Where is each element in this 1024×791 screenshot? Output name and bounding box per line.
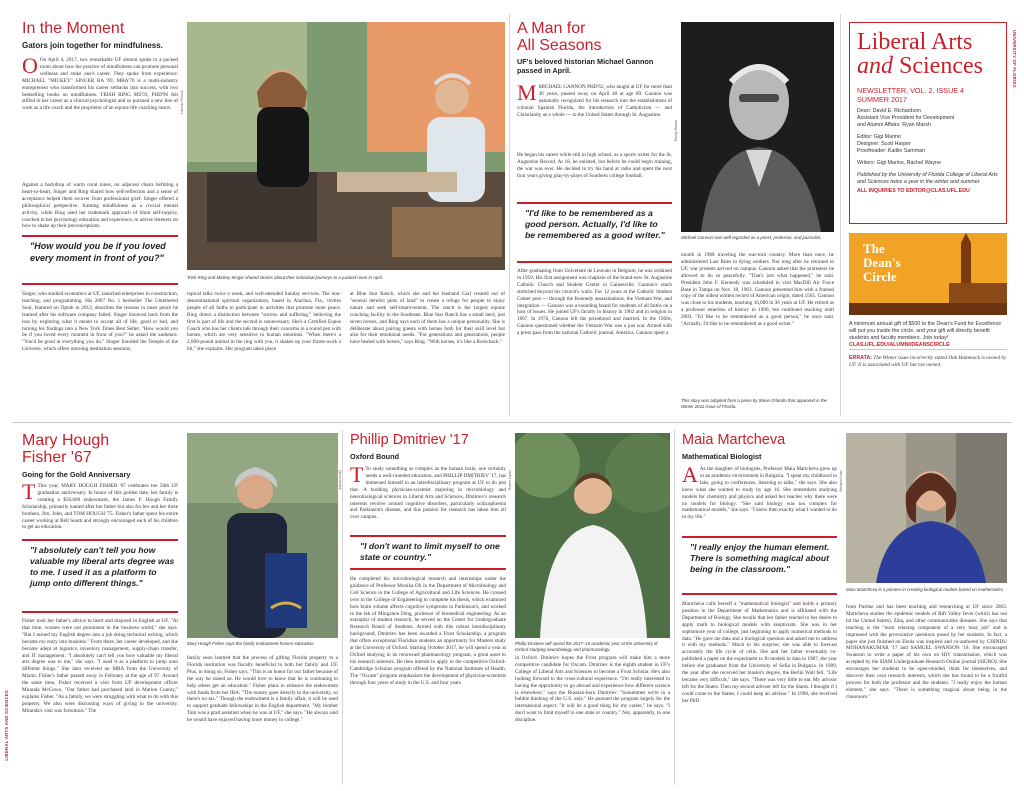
article-lead xyxy=(517,84,672,152)
section-divider xyxy=(12,422,1012,423)
title-line: A Man for xyxy=(517,20,586,37)
article-subtitle: Mathematical Biologist xyxy=(682,452,762,461)
title-sciences: Sciences xyxy=(899,53,983,79)
badge-line: Dean's xyxy=(863,255,901,270)
photo-credit: Hannah Pollock xyxy=(180,90,184,114)
title-and: and xyxy=(857,53,893,79)
issue-line: SUMMER 2017 xyxy=(857,95,907,104)
article-title: Maia Martcheva xyxy=(682,432,786,448)
lead-text: MICHAEL GANNON PHD'62, who taught at UF for more than 30 years, passed away on April 40 at age 89. Gannon was nationally recognized for his research into the establishment of colonial Spanish Florida, the introduction of Catholicism — and Christianity as a whole — to the United States through St. Augustine. xyxy=(517,84,672,118)
drop-cap: O xyxy=(22,57,38,78)
photo-credit: Randy Batista xyxy=(674,120,678,142)
article-paragraph: He began his career while still in high school, as a sports writer for the St. Augustine Record. At 18, he enlisted, but before he could begin training, the war was over. He decided to try his hand at radio and spent the next four years giving play-by-plays of Southern college football. xyxy=(517,152,672,179)
side-tab-university: UNIVERSITY OF FLORIDA xyxy=(1012,30,1017,89)
deans-circle-text xyxy=(849,321,1007,349)
masthead-title xyxy=(857,30,983,78)
story-note: This story was adapted from a piece by Steve Orlando that appeared in the Winter 2011 issue of Florida. xyxy=(681,398,827,409)
portrait-photo xyxy=(187,433,338,638)
badge-line: The xyxy=(863,241,885,256)
article-column: He completed his microbiological research and internships under the guidance of Professor Monika Oli in the Department of Microbiology and Cell Science in the College of Agricultural and Life Sciences. He crossed over to the College of Engineering to complete his thesis, which examined how brain volume affects cognitive symptoms in Parkinson's, and worked in the lab of Mingzhou Ding, professor of biomedical engineering. As an exemplar of student research, he served on the Center for Undergraduate Research Board of Students. Armed with this robust interdisciplinary background, Dmitriev has been awarded a Frost Scholarship, a program that offers exceptional Floridian students an opportunity for Masters study at the University of Oxford. Starting October 2017, he will spend a year at Oxford studying in its renowned pharmacology program, a great asset to his research interests. He then intends to apply to the competitive Oxford-Cambridge Scholars program offered by the National Institutes of Health. The "Oxcam" program emphasizes the development of physician-scientists through four years of study in the U.S. and four years xyxy=(350,576,506,686)
lead-text: This year, MARY HOUGH FISHER '67 celebrates her 50th UF graduation anniversary. In honor of this golden date, her family is creating a $50,000 endowment, the James F. Hough Family Scholarship, primarily named after her father but also for her and her three brothers, Jim, John, and TOM HOUGH '75. Fisher's father spent his entire career working at Bell South and strongly encouraged each of his children to get an education. xyxy=(22,483,178,531)
drop-cap: A xyxy=(682,466,698,487)
article-column: in Oxford. Dmitriev hopes the Frost program will make him a more competitive candidate for Oxcam. Dmitriev is the eighth student in UF's College of Liberal Arts and Sciences to become a Frost Scholar. He's also looking forward to the cross-cultural experience. "I'm really interested in having the opportunity to go abroad and experience how different science is elsewhere," says the Russian-born Dmitriev. "Sometimes we're in a bubble thinking of the U.S. only." He pursued the program largely for the international aspect. "It will be a good thing for my career," he says. "I don't want to limit myself to one state or country." Nor, apparently, to one discipline. xyxy=(515,655,670,724)
staff-proofreader: Proofreader: Kaitlin Samman xyxy=(857,148,926,154)
article-column: Fisher took her father's advice to heart and majored in English at UF. "At that time, women were not prominent in the business world," she says. "But I turned my English degree into a job doing technical writing, which became my entry into business." From there, her career developed, and she became adept at logistics, inventory management, supply-chain transfer, and IT management. "I absolutely can't tell you how valuable my liberal arts degree was to me," she says. "I used it as a platform to jump onto different things." She later received an MBA from the University of Miami. Fisher's father passed away in February at the age of 97. Around the same time, Fisher received a visit from UF development officer Miranda McCown. "Our father had purchased land in Marion County," explains Fisher. "As a family, we were struggling with what to do with this property. We also were discussing ways of giving to the university. Miranda's visit was fortuitous." The xyxy=(22,618,178,714)
article-lead xyxy=(22,483,178,541)
issue-line: NEWSLETTER, VOL. 2, ISSUE 4 xyxy=(857,86,965,95)
drop-cap: T xyxy=(22,483,36,504)
photo-caption: Maia Martcheva is a pioneer in creating biological models based on mathematics. xyxy=(846,587,1005,592)
photo-credit: Olivia Sewell xyxy=(338,470,342,490)
drop-cap: T xyxy=(350,466,364,487)
deans-circle-badge xyxy=(863,242,901,284)
photo-credit: Robert Lopez xyxy=(508,470,512,491)
staff-avp: Assistant Vice President for Development xyxy=(857,115,955,121)
lead-text: To study something as complex as the human brain, one certainly needs a well-rounded education, and PHILLIP DMITRIEV '17, has immersed himself in an interdisciplinary program at UF to do just that. A budding physician-scientist majoring in microbiology and neurobiological sciences in Liberal Arts and Sciences, Dmitriev's research interests revolve around cognitive disorders, particularly schizophrenia and Parkinson's disease, and this passion for research has taken him all over campus. xyxy=(350,466,506,521)
article-column: from Purdue and has been teaching and researching at UF since 2003. Martcheva studies the epidemic models of Rift Valley fever (which has not hit the United States), Zika, and other communicable diseases. She says that teaching is the "most relaxing component of a very busy job" and is impressed with the provocative questions posed by her students. In fact, a paper she just finished on Ebola was inspired and co-authored by CHINDU MOHANAKUMAR '17 and SAMUEL SWANSON '18. She encouraged Swanson to write a paper of his own on HIV transmission, which was accepted by the SIAM Undergraduate Research Online journal (SIURO). She encourages her students to be open-minded, think for themselves, and discover their own research interests, which she has found to be a fruitful process for both the professor and the students. "I really enjoy the human element," she says. "There is something magical about being in the classroom." xyxy=(846,604,1007,700)
quote-rule xyxy=(682,536,837,538)
photo-dmitriev xyxy=(515,433,670,638)
deans-circle-body: A minimum annual gift of $500 to the Dean's Fund for Excellence will put you inside the circle, and your gift will directly benefit students and faculty members. Join today! xyxy=(849,321,1002,341)
staff-dean: Dean: David E. Richardson xyxy=(857,108,921,114)
article-lead xyxy=(682,466,837,530)
staff-list xyxy=(857,108,1003,195)
article-column: family soon learned that the process of gifting Florida property to a Florida institution was fiscally beneficial to both her family and UF. Plus, in doing so, Fisher says, "This is an honor for our father because of the way he raised us. He would love to know that he is continuing to help others get an education." Fisher plans to enhance the endowment with funds from her IRA: "The money goes directly to the university, so there's no tax." Though the endowment is a family affair, it will be used to support graduate fellowships in the English department. "My brother Tom was a grad assistant when he was at UF," she says. "He always said he would have enjoyed having more money in college." xyxy=(187,655,338,724)
article-column: at Blue Star Ranch, which she and her husband Carl created out of "several derelict plots of land" to create a refuge for people to enjoy nature and seek self-improvement. The ranch is the largest equine coaching facility in the Southeast. Blue Star Ranch has a small herd, just seven horses, and Ring says each of them has a unique personality. She is deliberate about pairing guests with horses both for their skill level but also for their emotional needs. "For generations and generations, people have healed with horses," says Ring. "With horses, it's like a Rorschach." xyxy=(350,291,505,346)
article-title xyxy=(517,20,602,54)
quote-rule xyxy=(350,568,506,570)
title-line: All Seasons xyxy=(517,37,602,54)
article-column: topical talks twice a week, and well-attended Sunday services. The non-denominational spiritual organization, based in Alachua, Fla., invites people of all faiths to participate in activities that promote inner peace. Ring draws a distinction between "sorrow and suffering," believing the first is part of life and the second is unnecessary. She's a Certified Equus Coach who has her clients talk through their concerns in a round pen with horses, which are very sensitive to human emotions. "When there's a 2,000-pound animal in the ring with you, it shakes up your frame-work a bit," she explains. Her program takes place xyxy=(187,291,341,353)
article-paragraph: Against a backdrop of warm coral tones, on adjacent chairs befitting a heart-to-heart, Singer and Ring shared how self-reflection and a sense of acceptance helped them recover from professional grief. Singer offered a philosophical perspective, framing mindfulness as a crucial mental activity, while Ring used her trademark approach of blunt self-inquiry, couched in her psychology education and experience, to advise listeners on how to shake up their preconceptions. xyxy=(22,182,178,230)
errata-label: ERRATA: xyxy=(849,355,873,361)
title-line: Fisher '67 xyxy=(22,449,92,466)
quote-rule xyxy=(22,283,178,285)
photo-caption: Michael Gannon was well regarded as a priest, professor, and journalist. xyxy=(681,235,822,240)
errata-text: The Winter issue incorrectly stated Oak Hammock is owned by UF. It is associated with UF but not owned. xyxy=(849,355,1007,368)
pull-quote: "I don't want to limit myself to one state or country." xyxy=(360,541,500,562)
staff-editor: Editor: Gigi Marino xyxy=(857,134,901,140)
staff-designer: Designer: Scott Harper xyxy=(857,141,911,147)
photo-caption: Trish Ring and Mickey Singer shared stories about their individual journeys to a packed room in April. xyxy=(187,275,383,280)
quote-rule xyxy=(22,235,178,237)
inquiries-link[interactable]: ALL INQUIRIES TO EDITOR@CLAS.UFL.EDU xyxy=(857,188,970,194)
pull-quote: "How would you be if you loved every moment in front of you?" xyxy=(30,241,166,263)
quote-rule xyxy=(682,593,837,595)
event-photo xyxy=(187,22,505,270)
column-divider xyxy=(342,430,343,785)
title-line: Mary Hough xyxy=(22,432,110,449)
photo-credit: Barbara Kubis xyxy=(839,470,843,492)
article-column: Singer, who studied economics at UF, launched enterprises in construction, teaching, and programming. His 2007 No. 1 bestseller The Untethered Soul, featured on Oprah in 2012, describes the lessons in inner peace he learned after his software company failed. Singer bounced back from the loss by exploring what it meant to accept all of life, good or bad, and turning his findings into a New York Times Best Seller. "How would you be if you loved every moment in front of you?" he asked the audience. "You'd be good at everything you do." Singer founded the Temple of the Universe, which offers morning meditation sessions, xyxy=(22,291,178,353)
issue-info xyxy=(857,86,964,104)
article-title: Phillip Dmitriev '17 xyxy=(350,432,469,448)
article-subtitle: Gators join together for mindfulness. xyxy=(22,41,163,50)
quote-rule xyxy=(517,202,672,204)
pull-quote: "I really enjoy the human element. There is something magical about being in the classroom." xyxy=(690,542,830,574)
drop-cap: M xyxy=(517,84,537,105)
lead-text: On April 4, 2017, two remarkable UF alumni spoke to a packed room about how the practice of mindfulness can promote personal wellness and stoke one's career. They spoke from experience: MICHAEL "MICKEY" SINGER BA '69, MBA'70 is a multi-industry entrepreneur who transformed his career setbacks into success, with two bestselling books on mindfulness. TRISH RING MS'93, PHD'96 felt stifled in her career as a clinical psychologist and so pursued a new line of work as a life coach and the proprietor of an equine life coaching ranch. xyxy=(22,57,178,112)
article-column: After graduating from Université de Louvain in Belgium, he was ordained in 1959. His first assignment was chaplain of the brand-new St. Augustine Catholic Church and Student Center in Gainesville. Gannon's reach stretched beyond his church's walls. For 12 years at the Catholic Student Center post — through the Kennedy assassinations, the Vietnam War, and integration — Gannon was a sounding board for students of all faiths on a host of issues. He joined UF's faculty in history in 1962 and in religion in 1967. In 1976, Gannon left the priesthood and married. In the 1960s, Gannon questioned whether the Vietnam War was a just war. Armed with a press pass from the national Catholic journal, America, Gannon spent a xyxy=(517,268,672,337)
staff-writers: Writers: Gigi Marino, Rachel Wayne xyxy=(857,160,941,166)
deans-circle-link[interactable]: CLAS.UFL.EDU/ALUMNI/DEANSCIRCLE xyxy=(849,342,950,348)
title-line xyxy=(857,54,983,78)
article-lead xyxy=(350,466,506,530)
publisher-note: Published by the University of Florida College of Liberal Arts and Sciences twice a year in the winter and summer. xyxy=(857,172,998,185)
quote-rule xyxy=(22,539,178,541)
errata xyxy=(849,355,1007,369)
article-column: Martcheva calls herself a "mathematical biologist" and holds a primary position in the Department of Mathematics and is affiliated with the Department of Biology. She recalls that her father reacted to her desire to apply math to biological models with skepticism. She was in her sophomore year of college, just beginning to apply numerical methods to data. "He gave me data and a biological question and asked me to address it with my methods." Much to his surprise, she was able to forecast accurately the life cycle of cells. She and her father eventually co-published a paper on the experiment to fit models to data in 1987, the year before she graduated from the University of Sofia in Bulgaria. In 1989, the year after she received her master's degree, the Berlin Wall fell. "Life became very difficult," she says. "There was very little to eat. My advisor left for the States. Then my second advisor left for the States. I thought if I could come to the States, I could keep an advisor." In 1998, she received her PhD xyxy=(682,601,837,704)
column-divider xyxy=(840,14,841,416)
photo-singer-ring xyxy=(187,22,505,270)
photo-fisher xyxy=(187,433,338,638)
photo-gannon xyxy=(681,22,834,232)
pull-quote: "I'd like to be remembered as a good person. Actually, I'd like to be remembered as a good writer." xyxy=(525,208,665,240)
badge-line: Circle xyxy=(863,269,897,284)
article-lead xyxy=(22,57,178,183)
portrait-photo xyxy=(846,433,1007,583)
side-tab-college: LIBERAL ARTS AND SCIENCES xyxy=(4,690,9,761)
photo-caption: Mary Hough Fisher says the family endowment honors education. xyxy=(187,641,315,646)
column-divider xyxy=(674,430,675,785)
article-subtitle: Going for the Gold Anniversary xyxy=(22,470,131,479)
staff-avp: and Alumni Affairs: Ryan Marsh xyxy=(857,122,931,128)
title-line: Liberal Arts xyxy=(857,29,973,55)
article-subtitle: UF's beloved historian Michael Gannon passed in April. xyxy=(517,57,654,75)
article-subtitle: Oxford Bound xyxy=(350,452,400,461)
quote-rule xyxy=(517,261,672,263)
quote-rule xyxy=(22,611,178,613)
deans-circle-banner xyxy=(849,233,1007,315)
portrait-photo xyxy=(515,433,670,638)
photo-martcheva xyxy=(846,433,1007,583)
photo-caption: Phillip Dmitriev will spend the 2017–18 academic year at the University of Oxford studying neurobiology and pharmacology. xyxy=(515,641,658,652)
article-title xyxy=(22,432,109,466)
column-divider xyxy=(509,14,510,416)
errata-rule xyxy=(849,349,1007,350)
article-column: month in 1968 traveling the war-torn country. More than once, he administered Last Rites to dying soldiers. Not long after he returned to UF, war protests arrived on campus. Gannon asked that the protesters be allowed to do so peacefully. "That's just what happened," he said. President John F. Kennedy was scheduled to visit MacDill Air Force Base in Tampa on Nov. 18, 1963. Gannon presented him with a framed copy of the oldest written record of American origin, dated 1565. Gannon was close to his students, teaching 16,000 in 36 years at UF. He retired as a professor emeritus of history in 1990, but continued teaching until 2003. "I'd like to be remembered as a good person," he once said. "Actually, I'd like to be remembered as a good writer." xyxy=(681,252,834,328)
pull-quote: "I absolutely can't tell you how valuable my liberal arts degree was to me. I used it as a platform to jump onto different things." xyxy=(30,545,175,588)
quote-rule xyxy=(350,535,506,537)
article-title: In the Moment xyxy=(22,20,125,37)
lead-text: As the daughter of biologists, Professor Maia Martcheva grew up in an academic environment in Bulgaria. "I spent my childhood in labs, going to conferences, listening to talks," she says. She also knew what she wanted to study by age 16. She remembers studying models for chemistry and physics and asked her teacher why there were no models for biology. "She said biology was too complex for mathematical models," she says. "I knew then exactly what I wanted to do in my life." xyxy=(682,466,837,521)
portrait-photo xyxy=(681,22,834,232)
